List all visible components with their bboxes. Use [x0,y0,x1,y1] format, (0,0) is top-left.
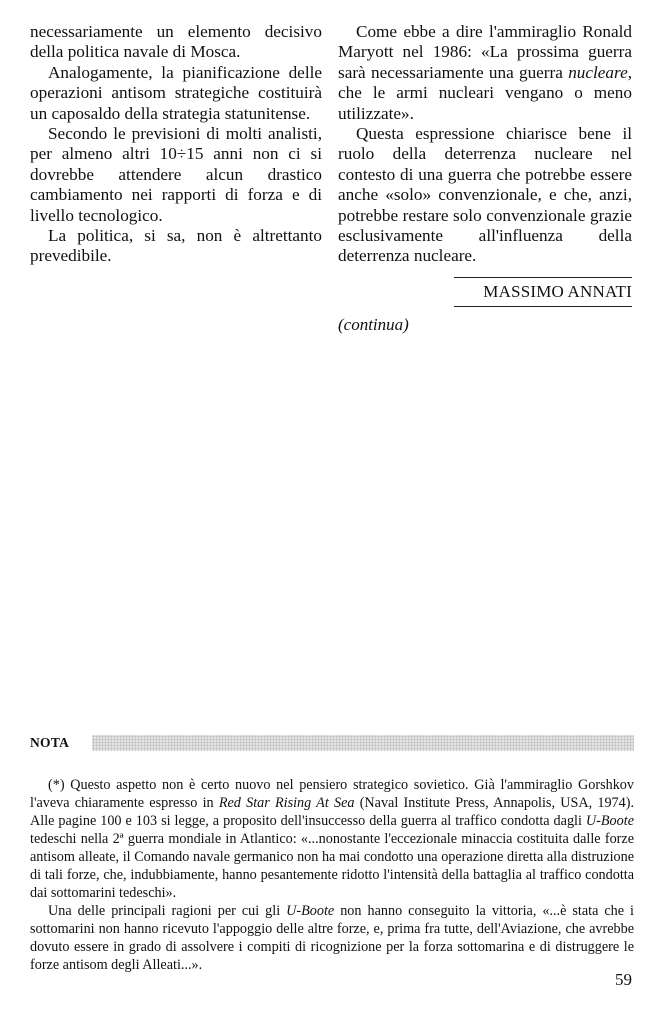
footnote-paragraph [30,902,634,974]
continued-label: (continua) [338,315,409,335]
text-segment: Una delle principali ragioni per cui gli [48,903,287,919]
paragraph: Secondo le previsioni di molti analisti, per almeno altri 10÷15 anni non ci si dovrebbe attendere alcun drastico cambiamento nei rapporti di forza e di livello tecnologico. [30,124,322,225]
paragraph: Analogamente, la pianificazione delle operazioni antisom strategiche costituirà un caposaldo della strategia statunitense. [30,62,322,123]
footnote-paragraph [30,776,634,902]
text-segment: tedeschi nella 2ª guerra mondiale in Atlantico: «...nonostante l'eccezionale minaccia costituita dalle forze antisom alleate, il Comando navale germanico non ha mai condotto una operazione diretta alla distruzione di tali forze, che, indubbiamente, hanno pesantemente ridotto l'intensità della battaglia al traffico condotta dai sottomarini tedeschi». [30,831,634,901]
text-segment: (*) Questo aspetto non è certo nuovo nel pensiero strategico sovietico. Già l'ammiraglio Gorshkov l'aveva chiaramente espresso in [30,777,634,811]
footnotes [30,776,634,974]
page-number: 59 [615,970,632,989]
paragraph: necessariamente un elemento decisivo della politica navale di Mosca. [30,22,322,62]
nota-header [30,733,634,753]
nota-label: NOTA [30,735,70,750]
paragraph: La politica, si sa, non è altrettanto prevedibile. [30,226,322,266]
italic-text: nucleare [568,62,628,82]
paragraph [338,22,632,124]
author-block [338,277,632,307]
text-segment: Come ebbe a dire l'ammiraglio Ronald Maryott nel 1986: «La prossima guerra sarà necessariamente una guerra [338,22,632,82]
paragraph: Questa espressione chiarisce bene il ruolo della deterrenza nucleare nel contesto di una guerra che potrebbe essere anche «solo» convenzionale, e che, anzi, potrebbe restare solo convenzionale grazie esclusivamente all'influenza della deterrenza nucleare. [338,124,632,266]
italic-text: U-Boote [585,813,634,829]
author-name: MASSIMO ANNATI [454,277,632,307]
right-column [338,22,632,336]
italic-text: U-Boote [286,903,335,919]
text-segment: (Naval Institute Press, Annapolis, USA, 1974). Alle pagine 100 e 103 si legge, a proposito dell'insuccesso della guerra al traffico condotta dagli [30,795,634,829]
text-segment: non hanno conseguito la vittoria, «...è stata che i sottomarini non hanno ricevuto l'appoggio delle altre forze, e, prima fra tutte, dell'Aviazione, che avrebbe dovuto essere in grado di assolvere i compiti di ricognizione per la forza sottomarina e di distruggere le forze antisom degli Alleati...». [30,903,634,973]
nota-shaded-rule [92,735,634,751]
italic-text: Red Star Rising At Sea [218,795,355,811]
left-column [30,22,322,267]
text-segment: , che le armi nucleari vengano o meno utilizzate». [338,62,632,123]
